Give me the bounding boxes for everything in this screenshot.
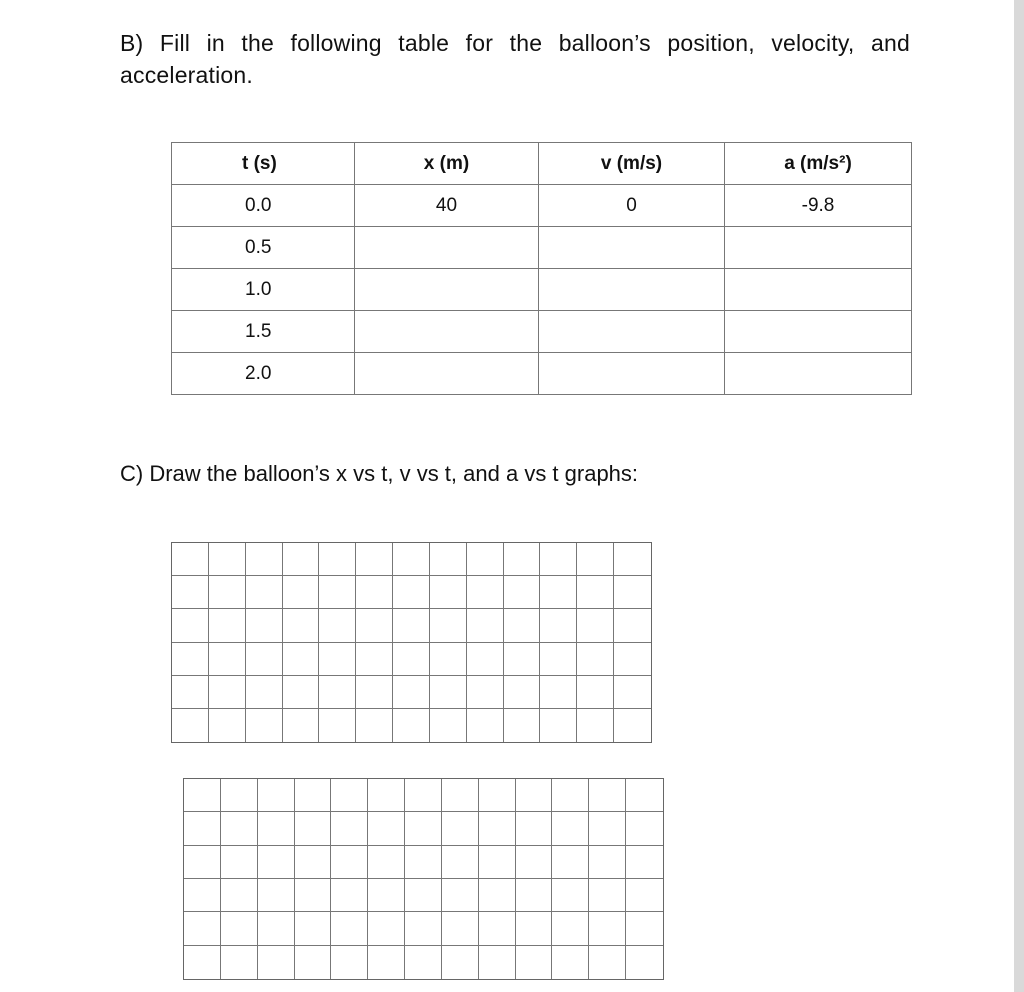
grid-cell [221, 946, 258, 979]
grid-cell [516, 912, 553, 945]
grid-cell [331, 946, 368, 979]
grid-cell [184, 879, 221, 912]
grid-cell [393, 543, 430, 576]
grid-cell [577, 709, 614, 742]
grid-cell [552, 879, 589, 912]
grid-cell [516, 879, 553, 912]
grid-cell [626, 912, 663, 945]
grid-cell [295, 846, 332, 879]
cell-time: 1.5 [172, 311, 355, 353]
grid-cell [209, 709, 246, 742]
grid-cell [614, 609, 651, 642]
grid-cell [626, 812, 663, 845]
grid-cell [577, 576, 614, 609]
table-row [172, 227, 912, 269]
grid-cell [589, 879, 626, 912]
grid-cell [516, 779, 553, 812]
grid-cell [614, 576, 651, 609]
grid-cell [295, 879, 332, 912]
grid-cell [393, 709, 430, 742]
cell-acceleration[interactable] [725, 353, 912, 395]
grid-cell [626, 879, 663, 912]
page-edge [1014, 0, 1024, 992]
cell-time: 2.0 [172, 353, 355, 395]
grid-cell [319, 709, 356, 742]
grid-cell [283, 643, 320, 676]
grid-cell [283, 676, 320, 709]
grid-cell [552, 812, 589, 845]
grid-cell [184, 812, 221, 845]
cell-time: 0.5 [172, 227, 355, 269]
grid-cell [368, 879, 405, 912]
grid-cell [552, 946, 589, 979]
grid-cell [283, 576, 320, 609]
grid-cell [368, 812, 405, 845]
grid-cell [589, 946, 626, 979]
grid-cell [479, 879, 516, 912]
grid-cell [319, 543, 356, 576]
grid-cell [356, 543, 393, 576]
cell-velocity[interactable] [539, 311, 725, 353]
grid-cell [626, 846, 663, 879]
grid-cell [504, 576, 541, 609]
grid-cell [589, 779, 626, 812]
grid-cell [246, 709, 283, 742]
grid-cell [221, 846, 258, 879]
grid-cell [246, 643, 283, 676]
cell-acceleration[interactable]: -9.8 [725, 185, 912, 227]
grid-cell [589, 846, 626, 879]
grid-cell [319, 576, 356, 609]
grid-cell [430, 609, 467, 642]
grid-cell [626, 946, 663, 979]
grid-cell [368, 946, 405, 979]
grid-cell [430, 676, 467, 709]
grid-cell [172, 643, 209, 676]
grid-cell [467, 576, 504, 609]
grid-cell [467, 643, 504, 676]
header-acceleration: a (m/s²) [725, 143, 912, 185]
grid-cell [479, 846, 516, 879]
grid-cell [258, 812, 295, 845]
grid-cell [577, 643, 614, 676]
grid-cell [356, 709, 393, 742]
grid-cell [221, 912, 258, 945]
grid-cell [172, 676, 209, 709]
grid-cell [209, 676, 246, 709]
grid-cell [221, 779, 258, 812]
grid-cell [405, 812, 442, 845]
grid-cell [368, 912, 405, 945]
table-row [172, 311, 912, 353]
header-position: x (m) [355, 143, 539, 185]
grid-cell [393, 576, 430, 609]
grid-cell [614, 543, 651, 576]
grid-cell [209, 609, 246, 642]
grid-cell [442, 946, 479, 979]
grid-cell [172, 609, 209, 642]
graph-grid-2[interactable] [183, 778, 664, 980]
grid-cell [368, 779, 405, 812]
grid-cell [577, 676, 614, 709]
grid-cell [442, 812, 479, 845]
grid-cell [577, 609, 614, 642]
grid-cell [504, 609, 541, 642]
grid-cell [295, 946, 332, 979]
grid-cell [589, 812, 626, 845]
grid-cell [319, 643, 356, 676]
grid-cell [331, 846, 368, 879]
grid-cell [540, 609, 577, 642]
grid-cell [331, 779, 368, 812]
grid-cell [442, 912, 479, 945]
table-row [172, 185, 912, 227]
grid-cell [540, 576, 577, 609]
grid-cell [393, 676, 430, 709]
grid-cell [479, 779, 516, 812]
grid-cell [467, 709, 504, 742]
grid-cell [246, 609, 283, 642]
graph-grid-1[interactable] [171, 542, 652, 743]
header-velocity: v (m/s) [539, 143, 725, 185]
grid-cell [209, 576, 246, 609]
grid-cell [442, 846, 479, 879]
header-time: t (s) [172, 143, 355, 185]
grid-cell [467, 676, 504, 709]
grid-cell [331, 912, 368, 945]
grid-cell [246, 543, 283, 576]
grid-cell [258, 946, 295, 979]
grid-cell [626, 779, 663, 812]
grid-cell [467, 609, 504, 642]
grid-cell [356, 676, 393, 709]
grid-cell [479, 812, 516, 845]
table-row [172, 269, 912, 311]
grid-cell [516, 846, 553, 879]
grid-cell [552, 779, 589, 812]
grid-cell [405, 879, 442, 912]
grid-cell [430, 576, 467, 609]
grid-cell [540, 676, 577, 709]
cell-acceleration[interactable] [725, 269, 912, 311]
grid-cell [172, 543, 209, 576]
grid-cell [467, 543, 504, 576]
cell-velocity[interactable] [539, 227, 725, 269]
grid-cell [504, 543, 541, 576]
cell-time: 0.0 [172, 185, 355, 227]
grid-cell [184, 779, 221, 812]
grid-cell [504, 676, 541, 709]
grid-cell [430, 709, 467, 742]
grid-cell [405, 779, 442, 812]
cell-position[interactable] [355, 269, 539, 311]
grid-cell [295, 779, 332, 812]
grid-cell [356, 576, 393, 609]
grid-cell [319, 609, 356, 642]
grid-cell [430, 543, 467, 576]
grid-cell [221, 879, 258, 912]
cell-velocity[interactable]: 0 [539, 185, 725, 227]
table-header-row [172, 143, 912, 185]
grid-cell [184, 912, 221, 945]
cell-velocity[interactable] [539, 353, 725, 395]
grid-cell [295, 812, 332, 845]
grid-cell [246, 576, 283, 609]
grid-cell [405, 912, 442, 945]
grid-cell [540, 709, 577, 742]
grid-cell [540, 643, 577, 676]
grid-cell [393, 643, 430, 676]
grid-cell [405, 846, 442, 879]
grid-cell [516, 946, 553, 979]
grid-cell [504, 709, 541, 742]
table-row [172, 353, 912, 395]
cell-position[interactable] [355, 353, 539, 395]
grid-cell [552, 846, 589, 879]
grid-cell [479, 912, 516, 945]
grid-cell [442, 879, 479, 912]
grid-cell [589, 912, 626, 945]
cell-position[interactable] [355, 227, 539, 269]
grid-cell [283, 709, 320, 742]
part-b-instructions: B) Fill in the following table for the balloon’s position, velocity, and acceleration. [120, 30, 910, 88]
grid-cell [368, 846, 405, 879]
cell-position[interactable] [355, 311, 539, 353]
grid-cell [442, 779, 479, 812]
grid-cell [221, 812, 258, 845]
cell-position[interactable]: 40 [355, 185, 539, 227]
grid-cell [393, 609, 430, 642]
grid-cell [331, 879, 368, 912]
grid-cell [172, 576, 209, 609]
grid-cell [258, 879, 295, 912]
grid-cell [258, 846, 295, 879]
grid-cell [258, 912, 295, 945]
cell-acceleration[interactable] [725, 227, 912, 269]
grid-cell [209, 543, 246, 576]
grid-cell [516, 812, 553, 845]
grid-cell [319, 676, 356, 709]
grid-cell [614, 676, 651, 709]
grid-cell [209, 643, 246, 676]
grid-cell [356, 643, 393, 676]
grid-cell [258, 779, 295, 812]
part-c-instructions: C) Draw the balloon’s x vs t, v vs t, and a vs t graphs: [120, 461, 639, 486]
cell-velocity[interactable] [539, 269, 725, 311]
grid-cell [430, 643, 467, 676]
grid-cell [246, 676, 283, 709]
grid-cell [331, 812, 368, 845]
cell-time: 1.0 [172, 269, 355, 311]
grid-cell [614, 643, 651, 676]
grid-cell [504, 643, 541, 676]
grid-cell [283, 543, 320, 576]
grid-cell [614, 709, 651, 742]
grid-cell [184, 946, 221, 979]
motion-table [171, 142, 912, 395]
cell-acceleration[interactable] [725, 311, 912, 353]
grid-cell [479, 946, 516, 979]
grid-cell [295, 912, 332, 945]
grid-cell [552, 912, 589, 945]
grid-cell [577, 543, 614, 576]
grid-cell [405, 946, 442, 979]
grid-cell [540, 543, 577, 576]
grid-cell [356, 609, 393, 642]
grid-cell [172, 709, 209, 742]
grid-cell [283, 609, 320, 642]
grid-cell [184, 846, 221, 879]
